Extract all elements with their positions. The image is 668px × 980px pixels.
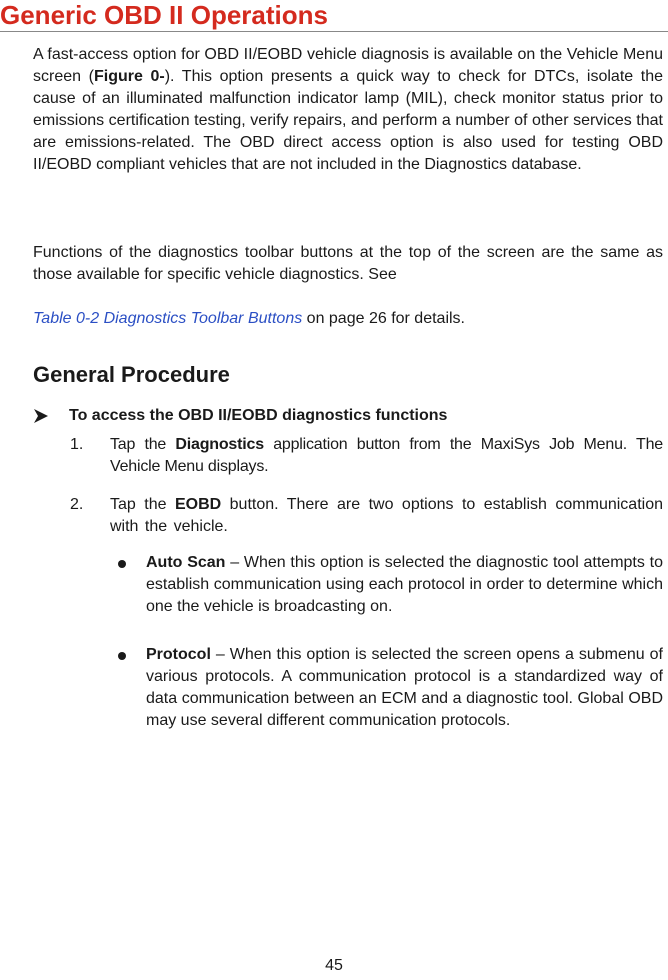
step-text-pre: Tap the <box>110 496 175 513</box>
step-text-pre: Tap the <box>110 436 176 453</box>
bullet-text <box>146 644 663 732</box>
bullet-text <box>146 552 663 618</box>
step-text-post: button. There are two options to establish communication with the vehicle. <box>110 496 663 535</box>
toolbar-paragraph: Functions of the diagnostics toolbar buttons at the top of the screen are the same as those available for specific vehicle diagnostics. See <box>33 244 663 283</box>
step-number: 1. <box>70 436 84 453</box>
procedure-title: To access the OBD II/EOBD diagnostics functions <box>69 407 448 424</box>
title-bar <box>0 0 668 32</box>
step-bold: Diagnostics <box>175 436 264 453</box>
bullet-body: – When this option is selected the diagnostic tool attempts to establish communication using each protocol in order to determine which one the vehicle is broadcasting on. <box>146 554 663 615</box>
section-heading: General Procedure <box>33 362 230 387</box>
procedure-arrow-item <box>33 405 663 427</box>
intro-text-b: ). This option presents a quick way to check for DTCs, isolate the cause of an illuminated malfunction indicator lamp (MIL), check monitor status prior to emissions certification testing, verify repairs, and perform a number of other services that are emissions-related. The OBD direct access option is also used for testing OBD II/EOBD compliant vehicles that are not included in the Diagnostics database. <box>33 68 664 173</box>
table-reference-paragraph <box>33 308 663 330</box>
figure-reference[interactable]: Figure 0- <box>93 68 165 85</box>
table-reference-rest: on page 26 for details. <box>302 310 465 327</box>
step-text <box>110 494 663 538</box>
intro-paragraph <box>33 44 663 176</box>
step-text-post: application button from the MaxiSys Job Menu. The Vehicle Menu displays. <box>110 436 663 475</box>
table-reference-link[interactable]: Table 0-2 Diagnostics Toolbar <box>33 310 244 327</box>
intro-text-a: A fast-access option for OBD II/EOBD vehicle diagnosis is available on the Vehicle Menu screen ( <box>33 46 663 85</box>
step-bold: EOBD <box>174 496 222 513</box>
bullet-bold: Protocol <box>146 646 211 663</box>
page-number: 45 <box>325 957 343 974</box>
arrow-bullet-icon <box>33 408 49 424</box>
step-number: 2. <box>70 496 84 513</box>
page-title: Generic OBD II Operations <box>0 0 328 30</box>
bullet-bold: Auto Scan <box>146 554 226 571</box>
bullet-dot-icon <box>118 560 126 568</box>
table-reference-link-cont[interactable]: Buttons <box>247 310 303 327</box>
bullet-body: – When this option is selected the screen opens a submenu of various protocols. A communication protocol is a standardized way of data communication between an ECM and a diagnostic tool. Global OBD may use several different communication protocols. <box>146 646 663 729</box>
step-text <box>110 434 663 478</box>
bullet-dot-icon <box>118 652 126 660</box>
